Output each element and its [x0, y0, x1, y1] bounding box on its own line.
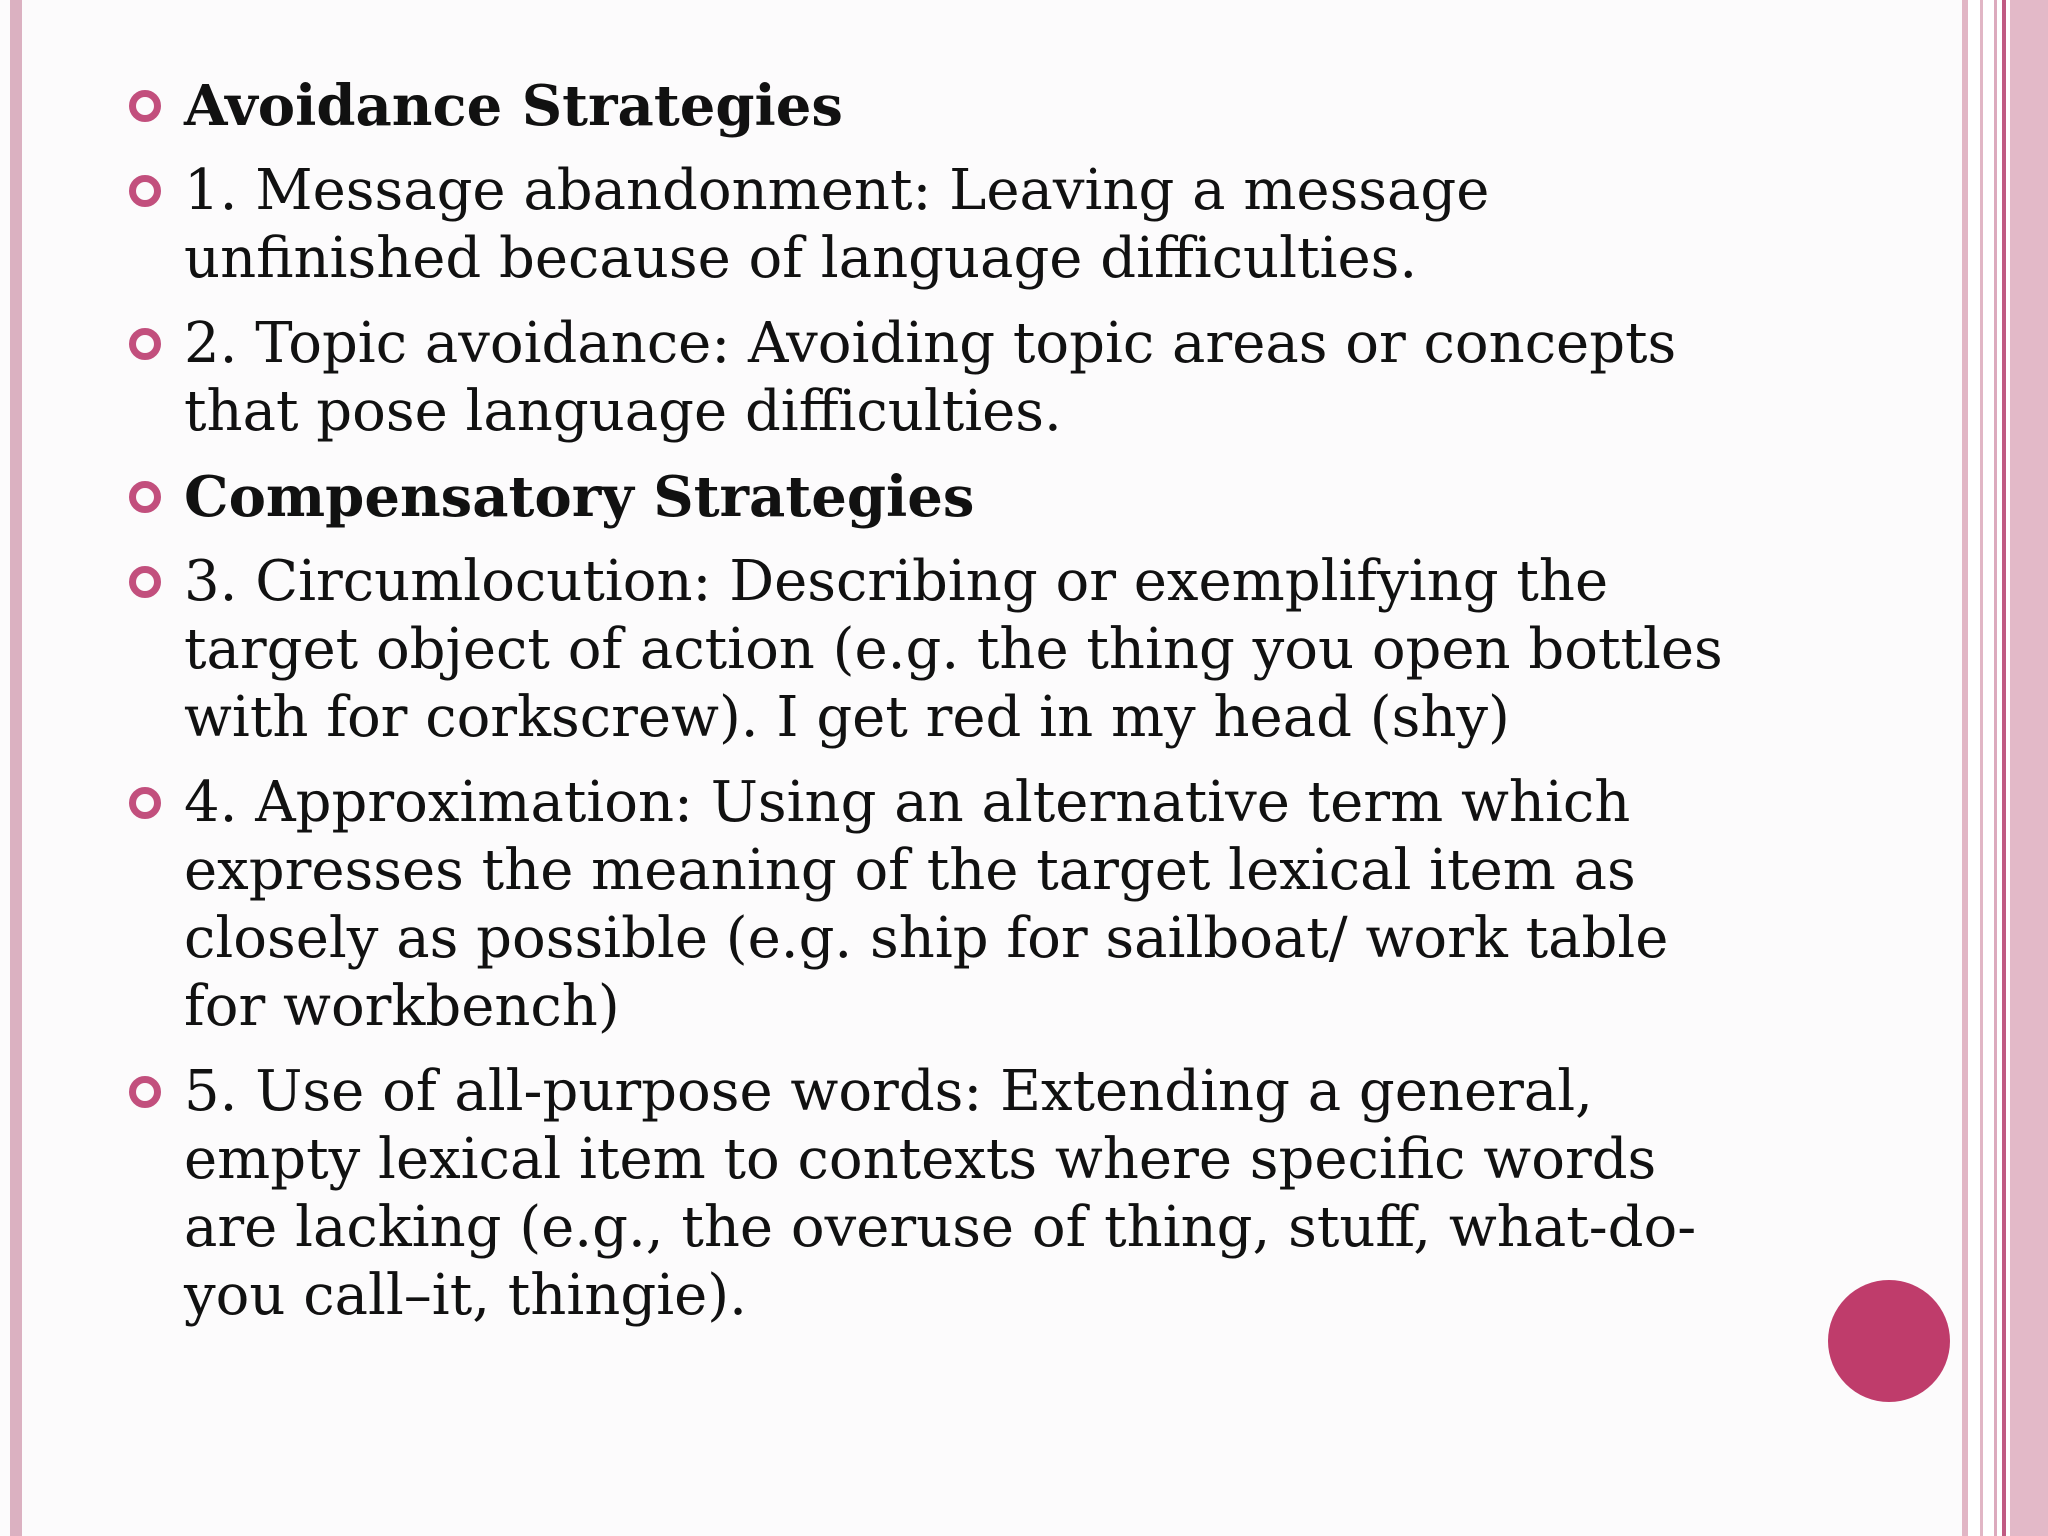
right-border-line — [2010, 0, 2048, 1536]
decorative-circle-icon — [1828, 1280, 1950, 1402]
bullet-item-message-abandonment — [184, 157, 1724, 293]
bullet-text-line: 4. Approximation: Using an alternative term which — [184, 770, 1631, 835]
bullet-text-line: 5. Use of all-purpose words: Extending a general, — [184, 1059, 1593, 1124]
ring-bullet-icon — [129, 481, 161, 513]
bullet-item-all-purpose-words — [184, 1058, 1724, 1330]
right-border-line — [1980, 0, 1983, 1536]
bullet-text-line: that pose language difficulties. — [184, 379, 1062, 444]
bullet-text-line: 3. Circumlocution: Describing or exemplifying the — [184, 549, 1609, 614]
right-border-line — [1962, 0, 1968, 1536]
bullet-heading-avoidance — [184, 72, 1724, 140]
bullet-text-line: 1. Message abandonment: Leaving a message — [184, 158, 1490, 223]
bullet-text-line: Compensatory Strategies — [184, 464, 975, 530]
bullet-text-line: closely as possible (e.g. ship for sailboat/ work table — [184, 906, 1669, 971]
bullet-heading-compensatory — [184, 463, 1724, 531]
bullet-text-line: unfinished because of language difficulties. — [184, 226, 1418, 291]
bullet-text-line: target object of action (e.g. the thing you open bottles — [184, 617, 1723, 682]
left-border-stripe — [10, 0, 22, 1536]
bullet-item-approximation — [184, 769, 1724, 1041]
ring-bullet-icon — [129, 566, 161, 598]
bullet-text-line: are lacking (e.g., the overuse of thing, stuff, what-do- — [184, 1195, 1697, 1260]
bullet-text-line: you call–it, thingie). — [184, 1263, 747, 1328]
right-border-line — [2002, 0, 2006, 1536]
bullet-list — [184, 72, 1724, 1347]
ring-bullet-icon — [129, 328, 161, 360]
bullet-text-line: with for corkscrew). I get red in my head (shy) — [184, 685, 1510, 750]
ring-bullet-icon — [129, 175, 161, 207]
bullet-item-circumlocution — [184, 548, 1724, 752]
bullet-text-line: empty lexical item to contexts where specific words — [184, 1127, 1657, 1192]
bullet-text-line: expresses the meaning of the target lexical item as — [184, 838, 1636, 903]
ring-bullet-icon — [129, 787, 161, 819]
bullet-text-line: for workbench) — [184, 974, 620, 1039]
bullet-text-line: 2. Topic avoidance: Avoiding topic areas or concepts — [184, 311, 1677, 376]
bullet-text-line: Avoidance Strategies — [184, 73, 843, 139]
ring-bullet-icon — [129, 1076, 161, 1108]
ring-bullet-icon — [129, 90, 161, 122]
bullet-item-topic-avoidance — [184, 310, 1724, 446]
right-border-line — [1994, 0, 1997, 1536]
